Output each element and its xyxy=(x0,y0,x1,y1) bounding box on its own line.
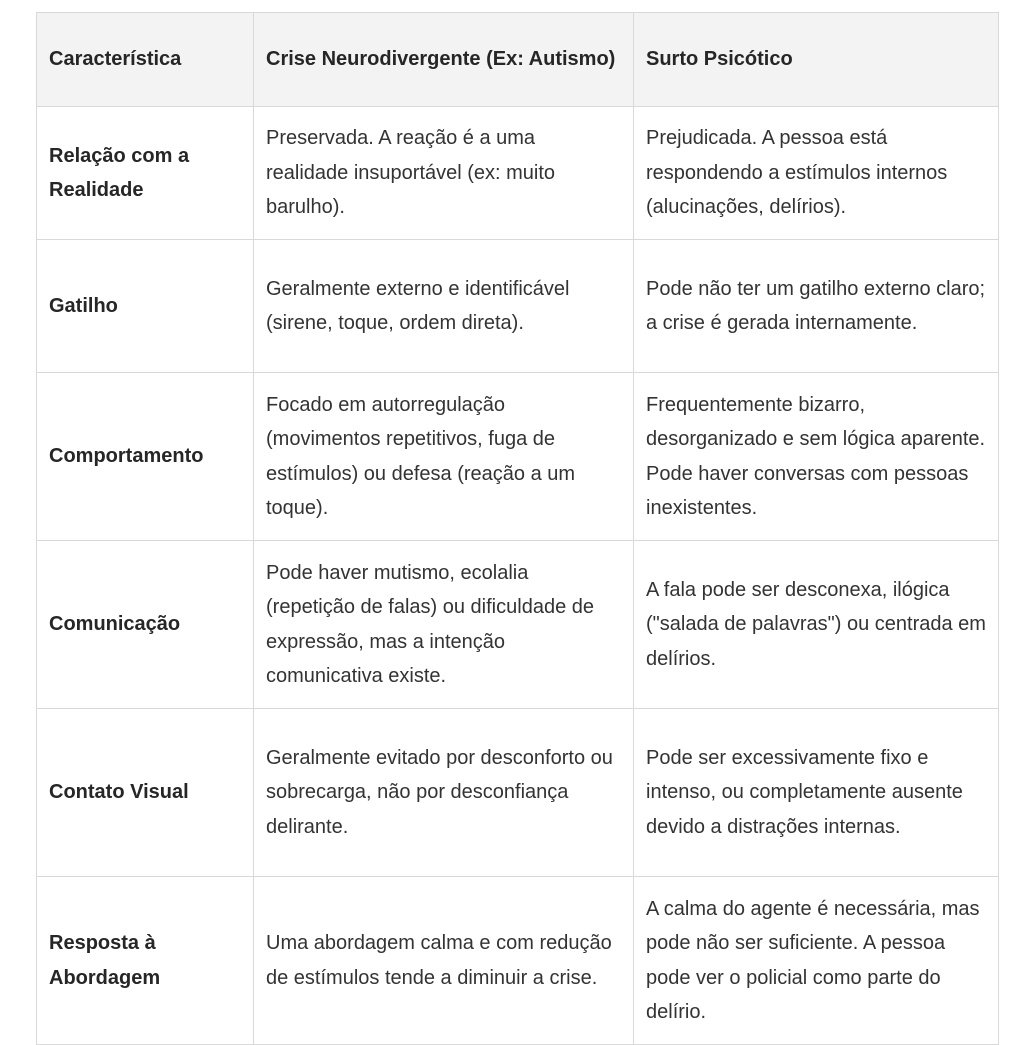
row-feature: Resposta à Abordagem xyxy=(37,877,254,1045)
row-neurodivergent-cell: Uma abordagem calma e com redução de estímulos tende a diminuir a crise. xyxy=(254,877,634,1045)
comparison-table-container xyxy=(36,12,998,1045)
row-psychotic-cell: A calma do agente é necessária, mas pode não ser suficiente. A pessoa pode ver o policial como parte do delírio. xyxy=(634,877,999,1045)
row-feature: Relação com a Realidade xyxy=(37,107,254,240)
row-neurodivergent-cell: Geralmente externo e identificável (sirene, toque, ordem direta). xyxy=(254,240,634,373)
row-psychotic-cell: Pode ser excessivamente fixo e intenso, ou completamente ausente devido a distrações internas. xyxy=(634,709,999,877)
table-body xyxy=(37,107,999,1045)
header-row xyxy=(37,13,999,107)
row-neurodivergent-cell: Pode haver mutismo, ecolalia (repetição de falas) ou dificuldade de expressão, mas a intenção comunicativa existe. xyxy=(254,541,634,709)
row-neurodivergent-cell: Geralmente evitado por desconforto ou sobrecarga, não por desconfiança delirante. xyxy=(254,709,634,877)
header-psychotic-episode: Surto Psicótico xyxy=(634,13,999,107)
table-header xyxy=(37,13,999,107)
comparison-table xyxy=(36,12,999,1045)
row-feature: Comunicação xyxy=(37,541,254,709)
table-row xyxy=(37,709,999,877)
row-neurodivergent-cell: Preservada. A reação é a uma realidade insuportável (ex: muito barulho). xyxy=(254,107,634,240)
header-characteristic: Característica xyxy=(37,13,254,107)
header-neurodivergent-crisis: Crise Neurodivergente (Ex: Autismo) xyxy=(254,13,634,107)
row-psychotic-cell: Prejudicada. A pessoa está respondendo a estímulos internos (alucinações, delírios). xyxy=(634,107,999,240)
row-psychotic-cell: A fala pode ser desconexa, ilógica ("salada de palavras") ou centrada em delírios. xyxy=(634,541,999,709)
row-neurodivergent-cell: Focado em autorregulação (movimentos repetitivos, fuga de estímulos) ou defesa (reação a um toque). xyxy=(254,373,634,541)
row-feature: Gatilho xyxy=(37,240,254,373)
table-row xyxy=(37,240,999,373)
table-row xyxy=(37,541,999,709)
row-psychotic-cell: Pode não ter um gatilho externo claro; a crise é gerada internamente. xyxy=(634,240,999,373)
table-row xyxy=(37,877,999,1045)
row-feature: Comportamento xyxy=(37,373,254,541)
row-feature: Contato Visual xyxy=(37,709,254,877)
row-psychotic-cell: Frequentemente bizarro, desorganizado e sem lógica aparente. Pode haver conversas com pessoas inexistentes. xyxy=(634,373,999,541)
table-row xyxy=(37,373,999,541)
table-row xyxy=(37,107,999,240)
